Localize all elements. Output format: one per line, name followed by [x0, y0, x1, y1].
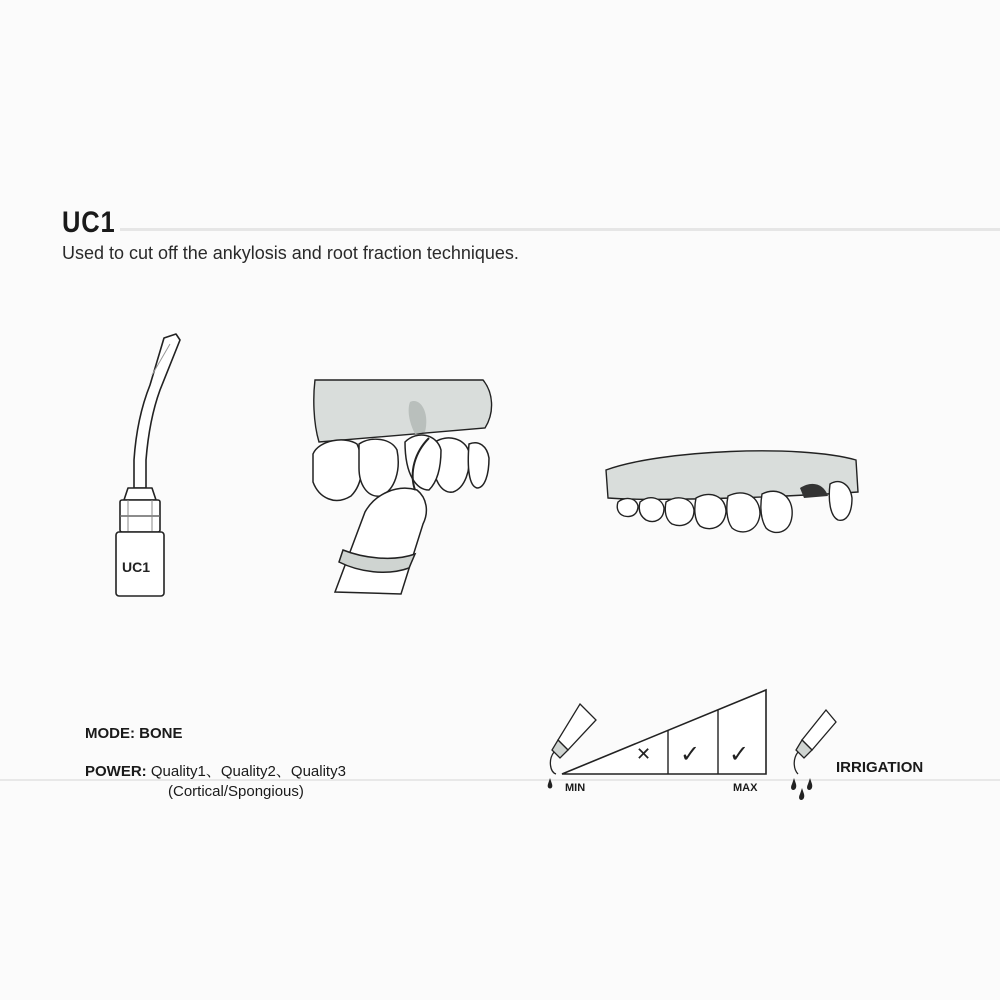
irrigation-icon: [786, 706, 836, 802]
page-title: UC1: [62, 206, 116, 239]
power-values: Quality1、Quality2、Quality3: [150, 763, 346, 780]
scale-max-label: MAX: [733, 782, 758, 794]
page-description: Used to cut off the ankylosis and root fraction techniques.: [62, 243, 519, 263]
mode-setting: [85, 725, 183, 742]
procedure-illustration-1: [305, 372, 505, 597]
tip-illustration: [100, 330, 210, 610]
scale-symbol-3: ✓: [729, 740, 750, 768]
power-label: POWER:: [85, 763, 147, 780]
mode-value: BONE: [139, 725, 183, 742]
procedure-illustration-2: [600, 440, 870, 550]
scale-min-label: MIN: [565, 782, 586, 794]
power-setting: [85, 760, 346, 800]
power-note: (Cortical/Spongious): [168, 783, 304, 800]
tip-label: UC1: [122, 559, 151, 575]
power-scale-chart: [540, 680, 780, 790]
title-divider: [120, 228, 1000, 231]
scale-symbol-2: ✓: [680, 740, 701, 768]
mode-label: MODE:: [85, 725, 135, 742]
scale-symbol-1: ✕: [636, 744, 652, 765]
irrigation-label: IRRIGATION: [836, 759, 924, 776]
